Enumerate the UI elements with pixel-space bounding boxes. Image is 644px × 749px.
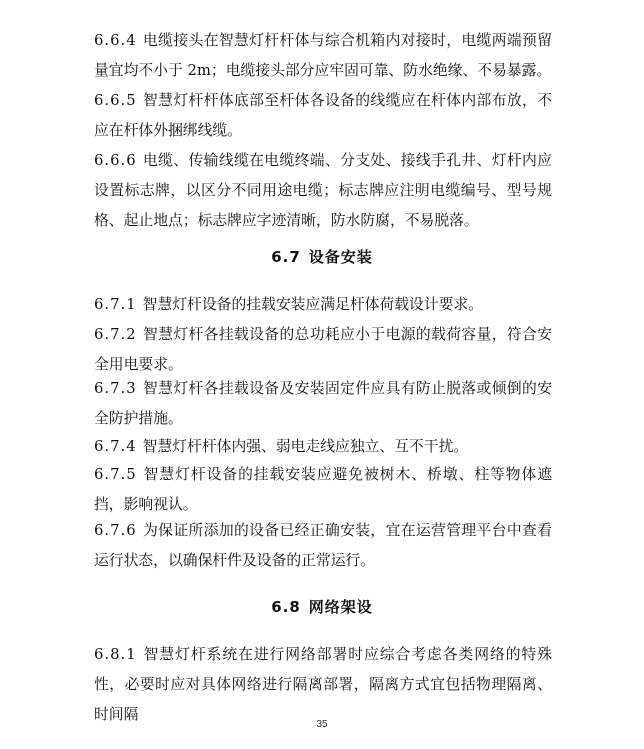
clause-number: 6.7.1: [94, 296, 137, 313]
clause-text: 智慧灯杆杆体内强、弱电走线应独立、互不干扰。: [142, 438, 469, 455]
clause-6-7-3: [94, 374, 552, 434]
clause-6-7-2: [94, 320, 552, 380]
clause-number: 6.7.3: [94, 380, 137, 397]
clause-text: 电缆接头在智慧灯杆杆体与综合机箱内对接时，电缆两端预留量宜均不小于 2m；电缆接头部分应牢固可靠、防水绝缘、不易暴露。: [94, 32, 552, 79]
section-number: 6.7: [271, 248, 301, 266]
clause-text: 智慧灯杆设备的挂载安装应满足杆体荷载设计要求。: [142, 296, 483, 313]
section-heading-6-7: [0, 246, 644, 267]
section-number: 6.8: [271, 598, 301, 616]
clause-text: 智慧灯杆设备的挂载安装应避免被树木、桥墩、柱等物体遮挡，影响视认。: [94, 466, 552, 513]
section-title: 网络架设: [308, 598, 373, 616]
clause-number: 6.7.5: [94, 466, 137, 483]
clause-text: 为保证所添加的设备已经正确安装，宜在运营管理平台中查看运行状态，以确保杆件及设备的正常运行。: [94, 522, 552, 569]
section-title: 设备安装: [308, 248, 373, 266]
clause-number: 6.7.2: [94, 326, 137, 343]
section-heading-6-8: [0, 596, 644, 617]
clause-6-7-1: [94, 290, 552, 320]
clause-6-7-4: [94, 432, 552, 462]
clause-number: 6.7.4: [94, 438, 137, 455]
clause-6-6-4: [94, 26, 552, 86]
clause-text: 智慧灯杆杆体底部至杆体各设备的线缆应在杆体内部布放，不应在杆体外捆绑线缆。: [94, 92, 552, 139]
clause-6-7-6: [94, 516, 552, 576]
clause-number: 6.6.4: [94, 32, 137, 49]
clause-6-6-6: [94, 146, 552, 236]
page-number: 35: [316, 719, 328, 730]
clause-6-6-5: [94, 86, 552, 146]
clause-number: 6.6.6: [94, 152, 137, 169]
clause-number: 6.6.5: [94, 92, 137, 109]
clause-text: 智慧灯杆各挂载设备的总功耗应小于电源的载荷容量，符合安全用电要求。: [94, 326, 552, 373]
clause-text: 电缆、传输线缆在电缆终端、分支处、接线手孔井、灯杆内应设置标志牌，以区分不同用途电缆；标志牌应注明电缆编号、型号规格、起止地点；标志牌应字迹清晰，防水防腐，不易脱落。: [94, 152, 552, 229]
clause-number: 6.7.6: [94, 522, 137, 539]
clause-number: 6.8.1: [94, 646, 137, 663]
clause-6-7-5: [94, 460, 552, 520]
clause-text: 智慧灯杆各挂载设备及安装固定件应具有防止脱落或倾倒的安全防护措施。: [94, 380, 552, 427]
clause-6-8-1: [94, 640, 552, 730]
clause-text: 智慧灯杆系统在进行网络部署时应综合考虑各类网络的特殊性，必要时应对具体网络进行隔离部署，隔离方式宜包括物理隔离、时间隔: [94, 646, 552, 723]
